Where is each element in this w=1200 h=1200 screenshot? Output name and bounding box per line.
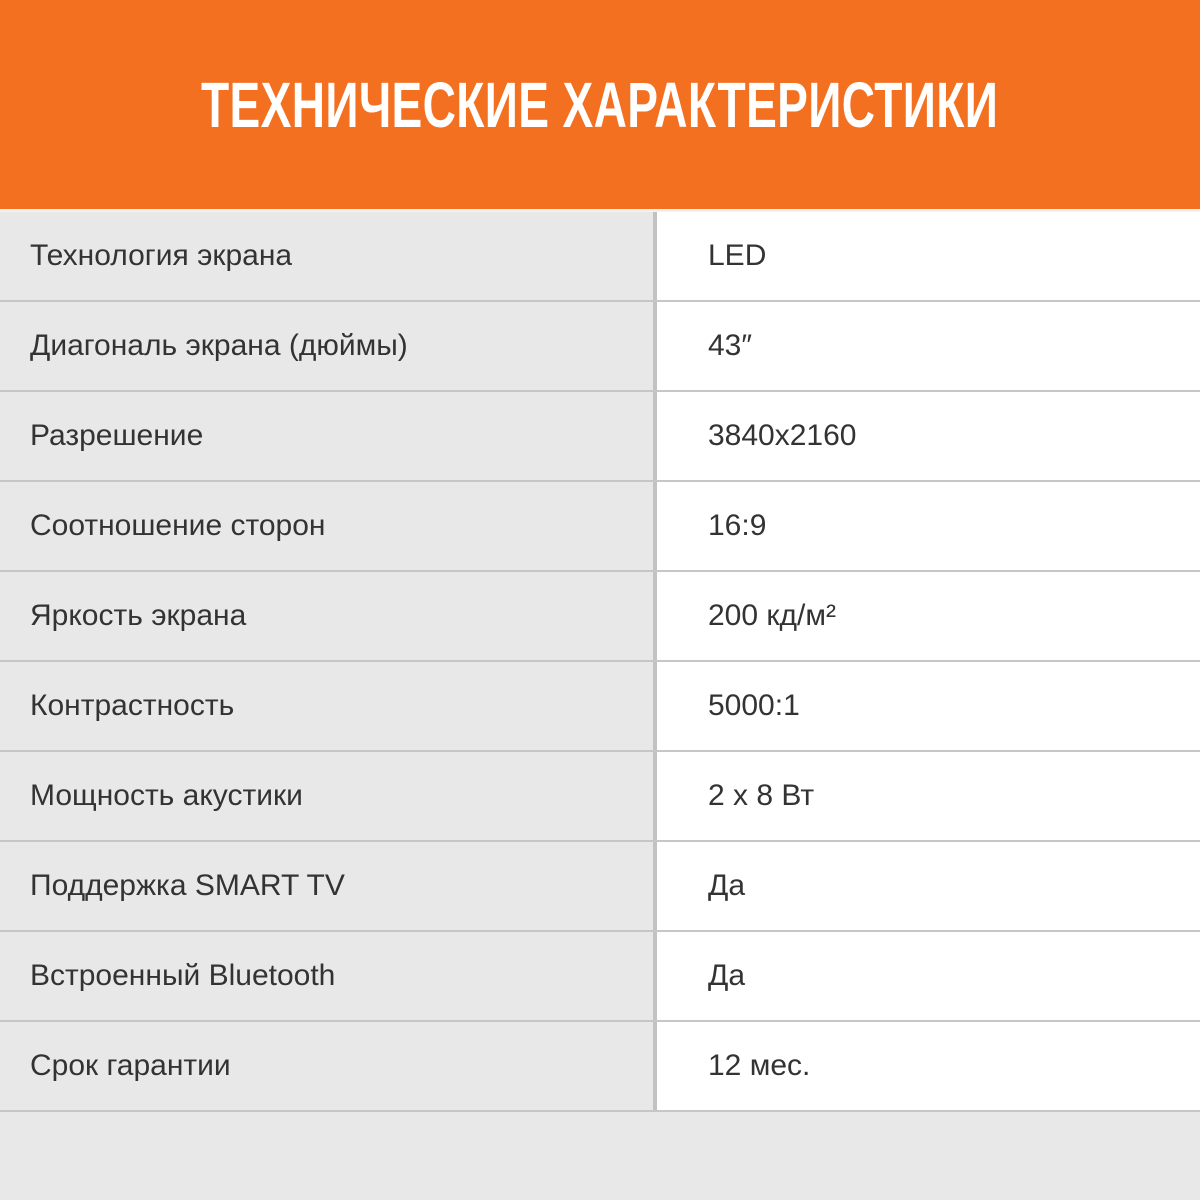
spec-label: Соотношение сторон (0, 482, 657, 570)
footer-band (0, 1112, 1200, 1200)
spec-label: Срок гарантии (0, 1022, 657, 1110)
spec-value: 5000:1 (657, 662, 1200, 750)
spec-value: 43″ (657, 302, 1200, 390)
spec-label: Встроенный Bluetooth (0, 932, 657, 1020)
table-row (0, 662, 1200, 752)
table-row (0, 932, 1200, 1022)
spec-label: Контрастность (0, 662, 657, 750)
table-row (0, 212, 1200, 302)
page-title: ТЕХНИЧЕСКИЕ ХАРАКТЕРИСТИКИ (201, 68, 999, 141)
header-banner (0, 0, 1200, 209)
spec-value: LED (657, 212, 1200, 300)
spec-value: Да (657, 932, 1200, 1020)
table-row (0, 842, 1200, 932)
table-row (0, 302, 1200, 392)
table-row (0, 392, 1200, 482)
spec-value: 2 x 8 Вт (657, 752, 1200, 840)
spec-label: Поддержка SMART TV (0, 842, 657, 930)
spec-label: Диагональ экрана (дюймы) (0, 302, 657, 390)
spec-label: Разрешение (0, 392, 657, 480)
spec-value: 12 мес. (657, 1022, 1200, 1110)
spec-value: 16:9 (657, 482, 1200, 570)
spec-value: Да (657, 842, 1200, 930)
table-row (0, 752, 1200, 842)
spec-value: 3840x2160 (657, 392, 1200, 480)
spec-value: 200 кд/м² (657, 572, 1200, 660)
spec-label: Мощность акустики (0, 752, 657, 840)
spec-table (0, 212, 1200, 1112)
table-row (0, 482, 1200, 572)
table-row (0, 572, 1200, 662)
spec-label: Яркость экрана (0, 572, 657, 660)
table-row (0, 1022, 1200, 1112)
spec-label: Технология экрана (0, 212, 657, 300)
